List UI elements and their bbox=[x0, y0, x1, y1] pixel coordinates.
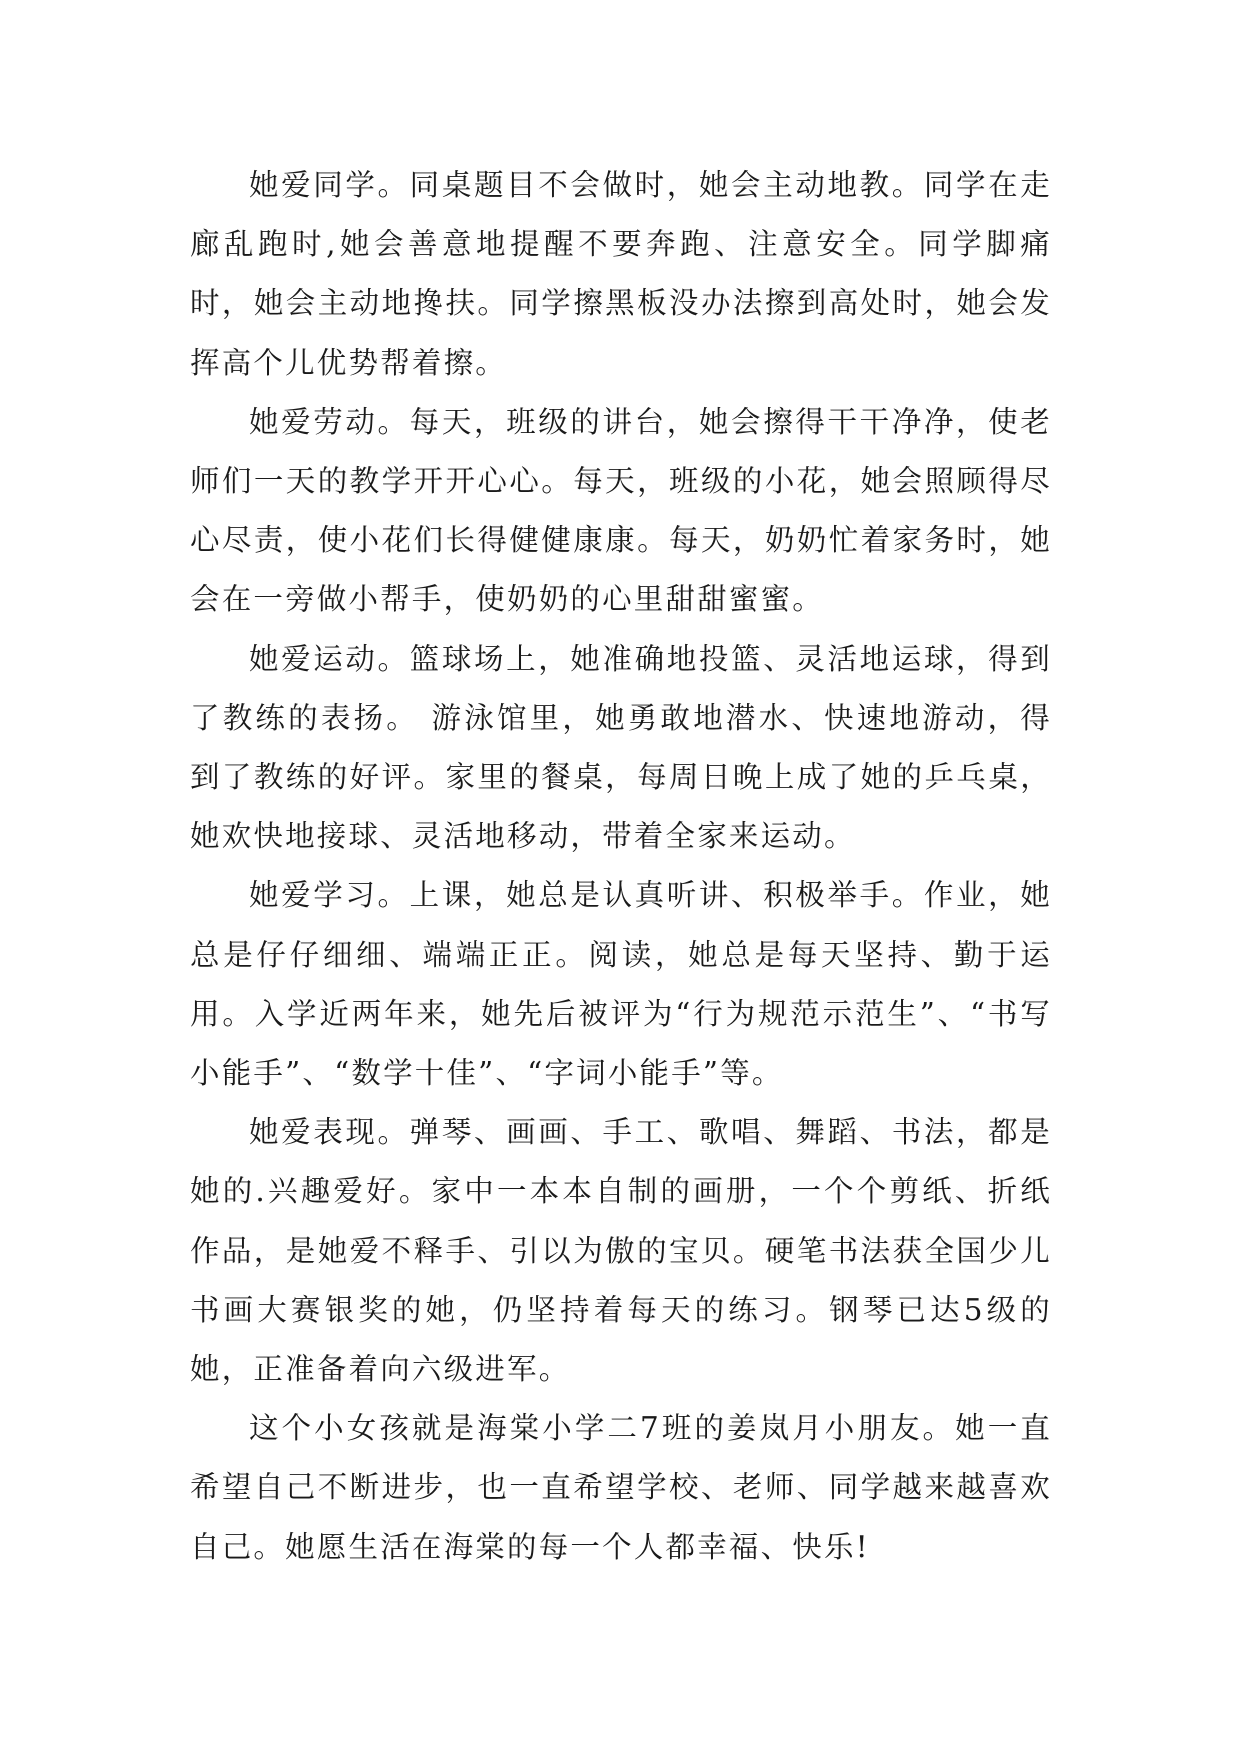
paragraph-sports: 她爱运动。篮球场上，她准确地投篮、灵活地运球，得到了教练的表扬。 游泳馆里，她勇敢地潜水、快速地游动，得到了教练的好评。家里的餐桌，每周日晚上成了她的乒乓桌，她欢快地接球、灵活地移动，带着全家来运动。 bbox=[190, 641, 1052, 854]
paragraph-labor: 她爱劳动。每天，班级的讲台，她会擦得干干净净，使老师们一天的教学开开心心。每天，班级的小花，她会照顾得尽心尽责，使小花们长得健健康康。每天，奶奶忙着家务时，她会在一旁做小帮手，使奶奶的心里甜甜蜜蜜。 bbox=[190, 404, 1052, 617]
paragraph-classmates: 她爱同学。同桌题目不会做时，她会主动地教。同学在走廊乱跑时,她会善意地提醒不要奔跑、注意安全。同学脚痛时，她会主动地搀扶。同学擦黑板没办法擦到高处时，她会发挥高个儿优势帮着擦。 bbox=[190, 168, 1052, 380]
paragraph-conclusion: 这个小女孩就是海棠小学二7班的姜岚月小朋友。她一直希望自己不断进步，也一直希望学校、老师、同学越来越喜欢自己。她愿生活在海棠的每一个人都幸福、快乐! bbox=[190, 1411, 1052, 1564]
document-body bbox=[190, 156, 1052, 1577]
paragraph-study: 她爱学习。上课，她总是认真听讲、积极举手。作业，她总是仔仔细细、端端正正。阅读，她总是每天坚持、勤于运用。入学近两年来，她先后被评为“行为规范示范生”、“书写小能手”、“数学十佳”、“字词小能手”等。 bbox=[190, 878, 1052, 1091]
paragraph-performance: 她爱表现。弹琴、画画、手工、歌唱、舞蹈、书法，都是她的.兴趣爱好。家中一本本自制的画册，一个个剪纸、折纸作品，是她爱不释手、引以为傲的宝贝。硬笔书法获全国少儿书画大赛银奖的她，仍坚持着每天的练习。钢琴已达5级的她，正准备着向六级进军。 bbox=[190, 1115, 1052, 1387]
